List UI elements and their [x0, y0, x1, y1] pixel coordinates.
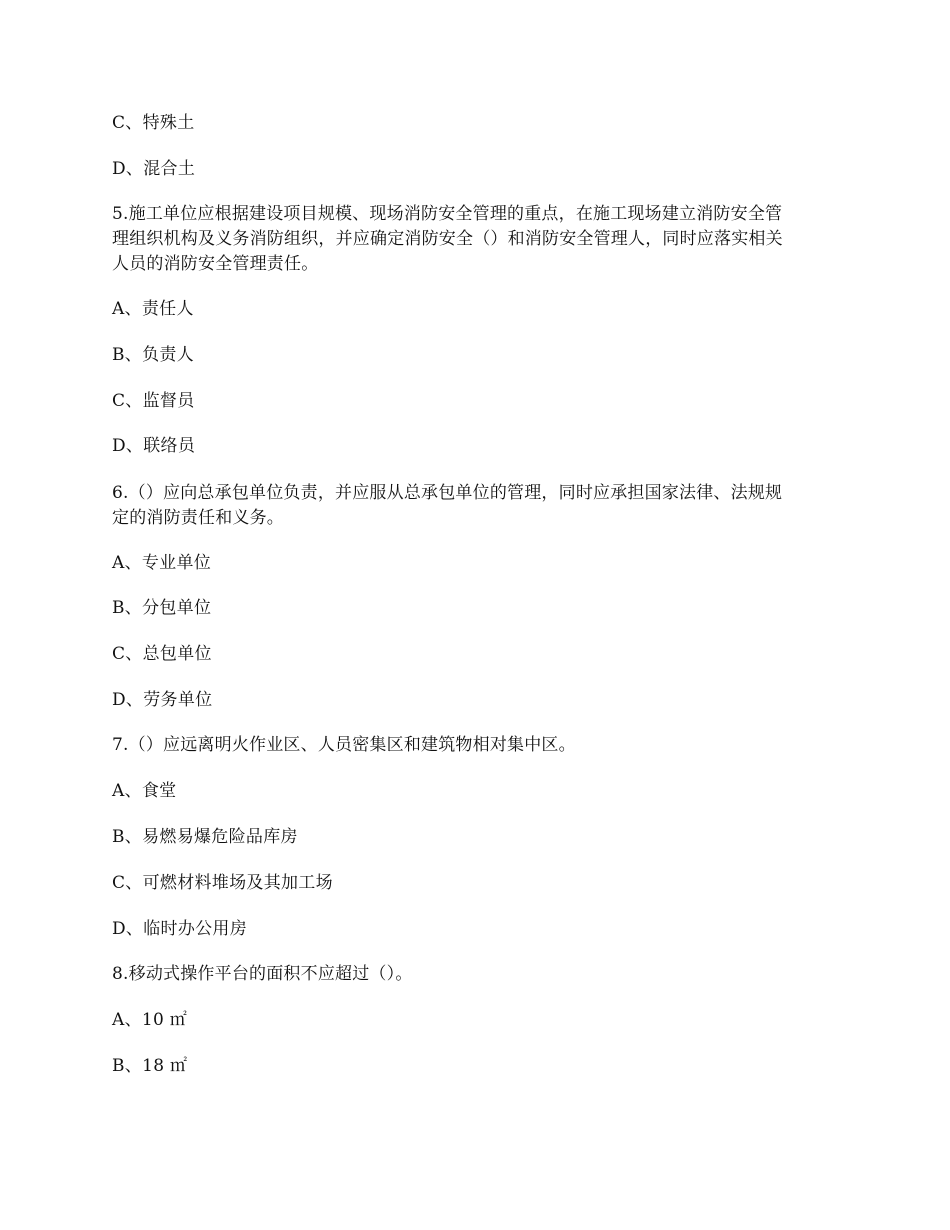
q7-option-a: A、食堂 — [112, 781, 177, 801]
q6-option-b: B、分包单位 — [112, 598, 212, 618]
q7-option-b: B、易燃易爆危险品库房 — [112, 827, 298, 847]
q8-stem-line: 8.移动式操作平台的面积不应超过（）。 — [112, 964, 413, 984]
q5-stem — [112, 202, 842, 277]
q6-stem — [112, 481, 842, 531]
q5-option-b: B、负责人 — [112, 345, 194, 365]
q8-option-b: B、18 ㎡ — [112, 1056, 188, 1076]
q7-stem — [112, 733, 842, 758]
q5-option-c: C、监督员 — [112, 391, 195, 411]
q6-option-c: C、总包单位 — [112, 644, 212, 664]
q8-stem — [112, 962, 842, 987]
q7-option-d: D、临时办公用房 — [112, 919, 248, 939]
q5-stem-line: 5.施工单位应根据建设项目规模、现场消防安全管理的重点，在施工现场建立消防安全管 — [112, 204, 783, 224]
q4-option-c: C、特殊土 — [112, 113, 195, 133]
q6-stem-line: 6.（）应向总承包单位负责，并应服从总承包单位的管理，同时应承担国家法律、法规规 — [112, 483, 783, 503]
q5-stem-line: 理组织机构及义务消防组织，并应确定消防安全（）和消防安全管理人，同时应落实相关 — [112, 229, 783, 249]
q7-stem-line: 7.（）应远离明火作业区、人员密集区和建筑物相对集中区。 — [112, 735, 576, 755]
q5-stem-line: 人员的消防安全管理责任。 — [112, 254, 319, 274]
q6-stem-line: 定的消防责任和义务。 — [112, 508, 284, 528]
exam-page — [112, 0, 842, 1230]
q6-option-d: D、劳务单位 — [112, 690, 213, 710]
q5-option-d: D、联络员 — [112, 436, 196, 456]
q8-option-a: A、10 ㎡ — [112, 1010, 188, 1030]
q5-option-a: A、责任人 — [112, 299, 194, 319]
q4-option-d: D、混合土 — [112, 159, 196, 179]
q6-option-a: A、专业单位 — [112, 553, 212, 573]
q7-option-c: C、可燃材料堆场及其加工场 — [112, 873, 333, 893]
